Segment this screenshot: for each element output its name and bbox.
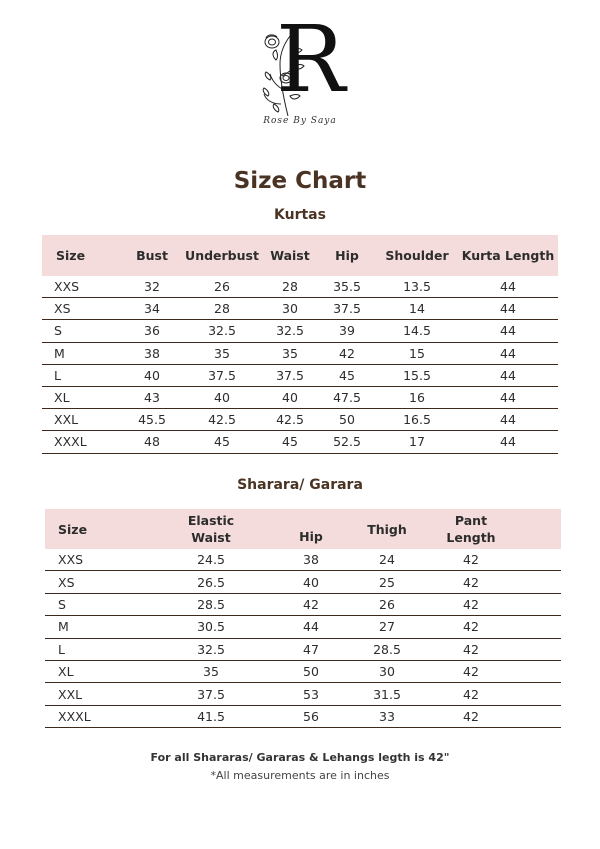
sharara-cell-pant-length: 42 [463, 641, 479, 657]
sharara-cell-thigh: 28.5 [373, 641, 401, 657]
sharara-cell-size: S [58, 596, 66, 612]
sharara-cell-pant-length: 42 [463, 664, 479, 680]
sharara-header-elastic-line1: Elastic [187, 513, 235, 528]
sharara-cell-size: M [58, 619, 69, 635]
kurtas-table-row [42, 276, 558, 298]
sharara-cell-hip: 42 [303, 596, 319, 612]
sharara-cell-pant-length: 42 [463, 708, 479, 724]
sharara-table-body [45, 549, 561, 728]
kurtas-table-row [42, 365, 558, 387]
kurtas-cell-hip: 45 [339, 367, 355, 383]
kurtas-cell-kurta-length: 44 [500, 323, 516, 339]
kurtas-cell-bust: 36 [144, 323, 160, 339]
kurtas-cell-waist: 37.5 [276, 367, 304, 383]
kurtas-header-underbust: Underbust [185, 248, 259, 263]
kurtas-cell-underbust: 32.5 [208, 323, 236, 339]
sharara-cell-hip: 40 [303, 574, 319, 590]
sharara-cell-thigh: 27 [379, 619, 395, 635]
kurtas-cell-bust: 38 [144, 345, 160, 361]
sharara-header-hip-text: Hip [299, 528, 323, 544]
kurtas-cell-size: XL [54, 390, 70, 406]
kurtas-table-row [42, 320, 558, 342]
sharara-cell-hip: 44 [303, 619, 319, 635]
sharara-header-thigh-text: Thigh [367, 521, 407, 537]
sharara-header-pant-length [441, 512, 501, 546]
sharara-header-elastic-line2: Waist [191, 530, 231, 545]
kurtas-cell-waist: 45 [282, 434, 298, 450]
sharara-cell-size: XXL [58, 686, 83, 702]
kurtas-cell-size: S [54, 323, 62, 339]
kurtas-header-shoulder: Shoulder [385, 248, 449, 263]
kurtas-cell-kurta-length: 44 [500, 390, 516, 406]
kurtas-header-hip: Hip [335, 248, 359, 263]
kurtas-cell-size: XXS [54, 279, 80, 295]
sharara-cell-elastic-waist: 41.5 [197, 708, 225, 724]
sharara-cell-elastic-waist: 30.5 [197, 619, 225, 635]
kurtas-cell-size: XS [54, 301, 71, 317]
footer-measurements: *All measurements are in inches [210, 769, 390, 782]
kurtas-cell-underbust: 28 [214, 301, 230, 317]
kurtas-header-size: Size [56, 248, 86, 263]
sharara-header-pant-line2: Length [446, 530, 496, 545]
kurtas-cell-hip: 37.5 [333, 301, 361, 317]
kurtas-cell-hip: 47.5 [333, 390, 361, 406]
sharara-header-hip [289, 515, 333, 544]
sharara-cell-pant-length: 42 [463, 574, 479, 590]
kurtas-cell-hip: 50 [339, 412, 355, 428]
brand-name: Rose By Saya [263, 116, 337, 126]
sharara-cell-elastic-waist: 26.5 [197, 574, 225, 590]
kurtas-table-row [42, 387, 558, 409]
kurtas-cell-waist: 32.5 [276, 323, 304, 339]
sharara-cell-pant-length: 42 [463, 596, 479, 612]
sharara-table-row [45, 706, 561, 728]
kurtas-cell-hip: 35.5 [333, 279, 361, 295]
kurtas-cell-bust: 43 [144, 390, 160, 406]
sharara-cell-size: XXS [58, 552, 84, 568]
sharara-cell-pant-length: 42 [463, 686, 479, 702]
kurtas-cell-underbust: 42.5 [208, 412, 236, 428]
sharara-header-pant-line1: Pant [454, 513, 488, 528]
sharara-cell-size: XS [58, 574, 75, 590]
sharara-cell-hip: 47 [303, 641, 319, 657]
sharara-header-elastic-waist [133, 512, 289, 546]
kurtas-cell-hip: 39 [339, 323, 355, 339]
sharara-cell-pant-length: 42 [463, 552, 479, 568]
sharara-cell-thigh: 31.5 [373, 686, 401, 702]
kurtas-cell-shoulder: 15 [409, 345, 425, 361]
sharara-header-size [45, 522, 133, 537]
kurtas-cell-underbust: 40 [214, 390, 230, 406]
sharara-cell-hip: 53 [303, 686, 319, 702]
kurtas-cell-underbust: 35 [214, 345, 230, 361]
sharara-table-row [45, 683, 561, 705]
sharara-cell-elastic-waist: 37.5 [197, 686, 225, 702]
kurtas-cell-size: XXXL [54, 434, 87, 450]
sharara-table-row [45, 549, 561, 571]
kurtas-cell-underbust: 37.5 [208, 367, 236, 383]
kurtas-header-bust: Bust [136, 248, 168, 263]
sharara-cell-thigh: 25 [379, 574, 395, 590]
kurtas-cell-bust: 32 [144, 279, 160, 295]
footer-note: For all Shararas/ Gararas & Lehangs legth is 42" [150, 751, 450, 764]
sharara-table [45, 509, 561, 728]
kurtas-title: Kurtas [274, 207, 326, 223]
sharara-cell-size: L [58, 641, 65, 657]
sharara-table-row [45, 661, 561, 683]
sharara-cell-thigh: 30 [379, 664, 395, 680]
kurtas-cell-hip: 42 [339, 345, 355, 361]
kurtas-cell-hip: 52.5 [333, 434, 361, 450]
kurtas-cell-bust: 34 [144, 301, 160, 317]
sharara-table-row [45, 616, 561, 638]
sharara-table-header [45, 509, 561, 549]
sharara-cell-hip: 38 [303, 552, 319, 568]
sharara-cell-size: XL [58, 664, 74, 680]
sharara-cell-thigh: 26 [379, 596, 395, 612]
sharara-cell-elastic-waist: 24.5 [197, 552, 225, 568]
kurtas-cell-kurta-length: 44 [500, 301, 516, 317]
kurtas-cell-shoulder: 16.5 [403, 412, 431, 428]
page-title: Size Chart [233, 168, 367, 194]
sharara-cell-hip: 56 [303, 708, 319, 724]
kurtas-cell-bust: 48 [144, 434, 160, 450]
kurtas-table-row [42, 343, 558, 365]
sharara-cell-thigh: 24 [379, 552, 395, 568]
kurtas-cell-kurta-length: 44 [500, 279, 516, 295]
kurtas-cell-kurta-length: 44 [500, 434, 516, 450]
sharara-header-size-text: Size [58, 521, 88, 537]
kurtas-cell-bust: 45.5 [138, 412, 166, 428]
kurtas-cell-bust: 40 [144, 367, 160, 383]
sharara-table-row [45, 639, 561, 661]
kurtas-cell-size: XXL [54, 412, 79, 428]
kurtas-cell-shoulder: 13.5 [403, 279, 431, 295]
kurtas-table-header [42, 235, 558, 276]
kurtas-cell-kurta-length: 44 [500, 367, 516, 383]
kurtas-table-row [42, 431, 558, 453]
kurtas-cell-waist: 28 [282, 279, 298, 295]
kurtas-table-row [42, 298, 558, 320]
kurtas-cell-waist: 42.5 [276, 412, 304, 428]
sharara-cell-thigh: 33 [379, 708, 395, 724]
kurtas-table-row [42, 409, 558, 431]
kurtas-table-body [42, 276, 558, 454]
kurtas-cell-underbust: 26 [214, 279, 230, 295]
sharara-header-thigh [333, 522, 441, 537]
kurtas-table [42, 235, 558, 454]
kurtas-header-kurta-length: Kurta Length [461, 248, 555, 263]
kurtas-cell-kurta-length: 44 [500, 345, 516, 361]
sharara-cell-size: XXXL [58, 708, 91, 724]
sharara-cell-elastic-waist: 28.5 [197, 596, 225, 612]
sharara-table-row [45, 594, 561, 616]
kurtas-cell-waist: 35 [282, 345, 298, 361]
kurtas-cell-underbust: 45 [214, 434, 230, 450]
sharara-cell-pant-length: 42 [463, 619, 479, 635]
kurtas-cell-shoulder: 15.5 [403, 367, 431, 383]
kurtas-cell-size: L [54, 367, 61, 383]
kurtas-cell-shoulder: 16 [409, 390, 425, 406]
sharara-cell-elastic-waist: 35 [203, 664, 219, 680]
sharara-table-row [45, 571, 561, 593]
sharara-cell-elastic-waist: 32.5 [197, 641, 225, 657]
logo-letter: R [276, 6, 346, 113]
kurtas-header-waist: Waist [270, 248, 310, 263]
kurtas-cell-shoulder: 17 [409, 434, 425, 450]
kurtas-cell-waist: 40 [282, 390, 298, 406]
sharara-title: Sharara/ Garara [237, 477, 363, 493]
kurtas-cell-kurta-length: 44 [500, 412, 516, 428]
kurtas-cell-waist: 30 [282, 301, 298, 317]
sharara-cell-hip: 50 [303, 664, 319, 680]
kurtas-cell-shoulder: 14 [409, 301, 425, 317]
kurtas-cell-shoulder: 14.5 [403, 323, 431, 339]
kurtas-cell-size: M [54, 345, 65, 361]
